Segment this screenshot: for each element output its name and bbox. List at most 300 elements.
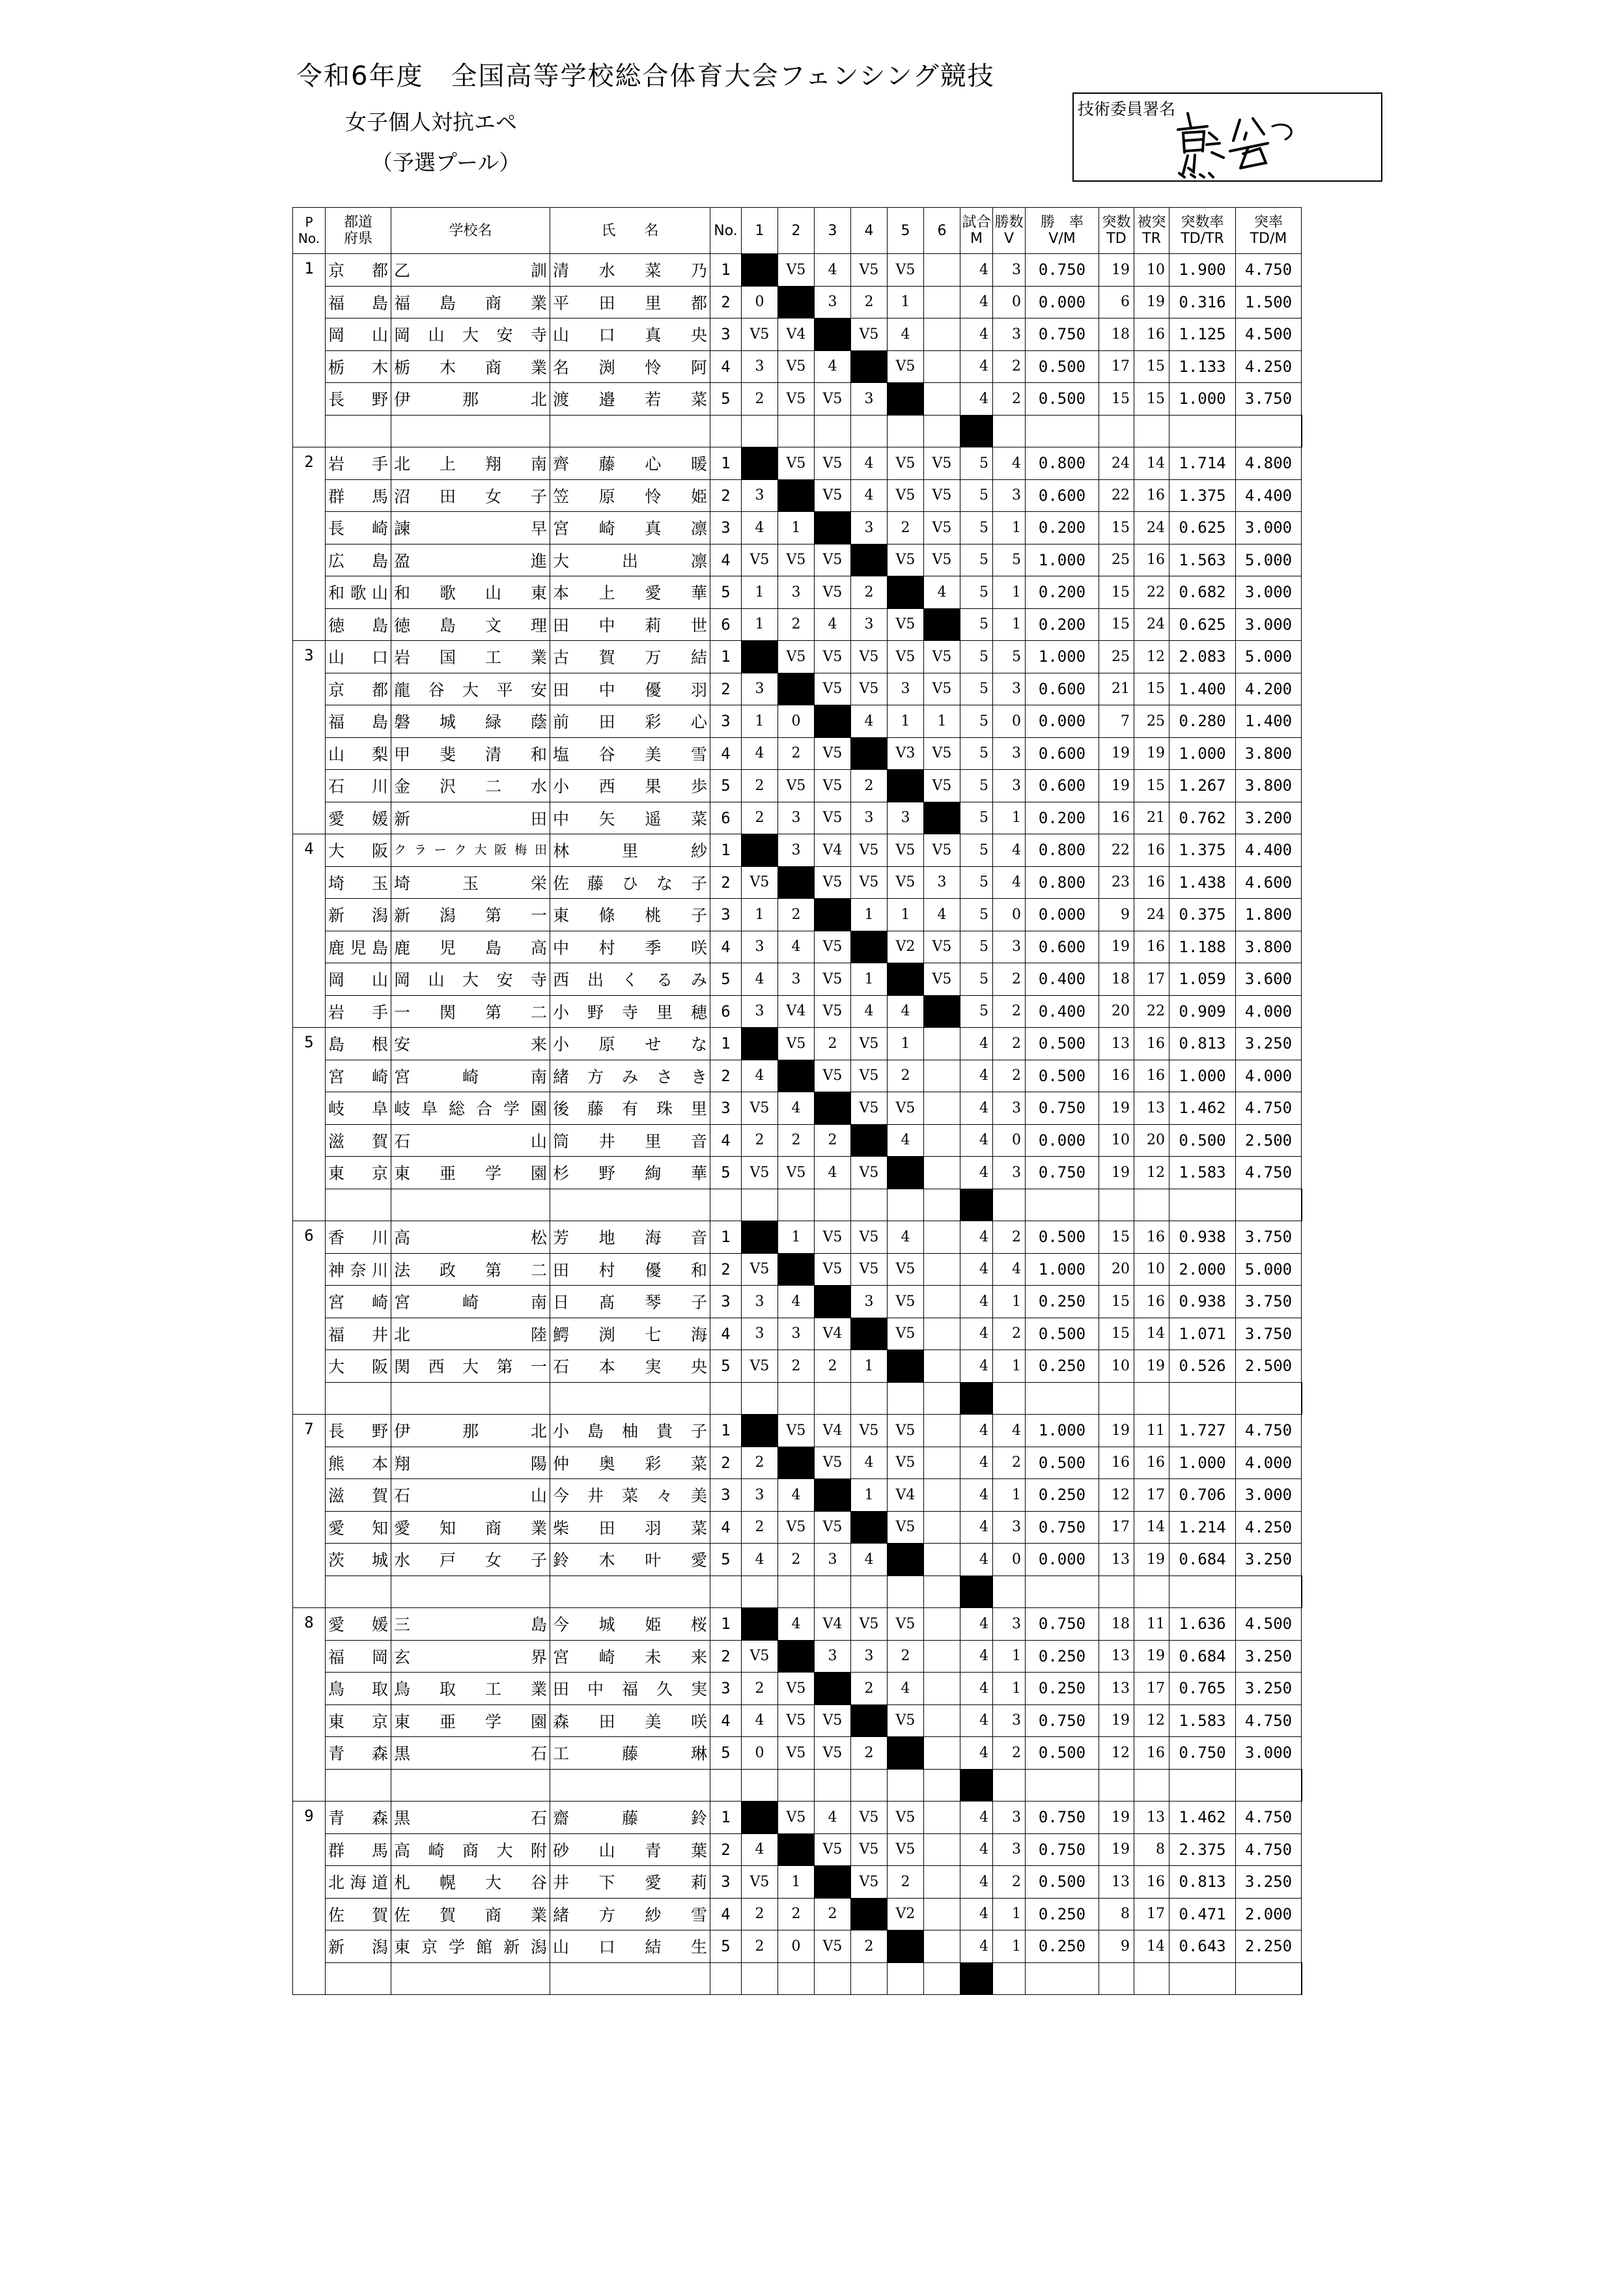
empty-cell [888, 415, 924, 447]
header-win-rate: 勝 率 V/M [1026, 208, 1099, 254]
td-m-cell: 3.250 [1236, 1640, 1302, 1673]
matches-cell: 5 [960, 963, 993, 996]
td-m-cell: 1.500 [1236, 286, 1302, 318]
empty-cell [851, 415, 888, 447]
bout-cell: 2 [778, 1898, 815, 1930]
win-rate-cell: 1.000 [1026, 1253, 1099, 1286]
bout-cell: 2 [742, 1511, 778, 1544]
victories-cell: 0 [993, 705, 1026, 738]
td-m-cell: 3.750 [1236, 1318, 1302, 1350]
bout-cell: V5 [888, 834, 924, 867]
td-m-cell: 4.750 [1236, 1833, 1302, 1866]
school-cell: 高 松 [391, 1221, 550, 1254]
bout-cell: V5 [815, 1221, 851, 1254]
bout-cell: 3 [778, 576, 815, 609]
td-m-cell: 5.000 [1236, 641, 1302, 673]
matches-cell: 5 [960, 770, 993, 802]
victories-cell: 3 [993, 254, 1026, 287]
td-m-cell: 4.750 [1236, 1092, 1302, 1125]
bout-cell: V5 [888, 1833, 924, 1866]
win-rate-cell: 0.750 [1026, 1833, 1099, 1866]
td-tr-cell: 1.133 [1169, 350, 1236, 383]
win-rate-cell: 0.250 [1026, 1479, 1099, 1512]
table-row [293, 1350, 1302, 1383]
prefecture-cell: 広 島 [326, 544, 391, 576]
victories-cell: 3 [993, 770, 1026, 802]
win-rate-cell: 0.600 [1026, 673, 1099, 705]
td-m-cell: 4.750 [1236, 254, 1302, 287]
fencer-name-cell: 林 里 紗 [550, 834, 710, 867]
matches-cell: 4 [960, 1092, 993, 1125]
prefecture-cell: 山 梨 [326, 737, 391, 770]
bout-cell: V5 [851, 1157, 888, 1189]
bout-cell-blocked [888, 1930, 924, 1963]
bout-cell: 3 [924, 866, 960, 899]
bout-cell: V5 [888, 1802, 924, 1834]
bout-cell: V5 [851, 1028, 888, 1060]
empty-cell [851, 1576, 888, 1608]
empty-cell [1134, 1769, 1169, 1802]
bout-cell: V5 [888, 1447, 924, 1479]
empty-cell [1099, 1382, 1134, 1415]
fencer-no-cell: 2 [710, 673, 742, 705]
prefecture-cell: 岡 山 [326, 318, 391, 351]
bout-cell: V5 [815, 963, 851, 996]
table-row [293, 1833, 1302, 1866]
fencer-no-cell: 4 [710, 350, 742, 383]
empty-cell [1169, 1769, 1236, 1802]
bout-cell: V5 [778, 1028, 815, 1060]
bout-cell: 2 [851, 1673, 888, 1705]
empty-cell [710, 1576, 742, 1608]
bout-cell [924, 1060, 960, 1092]
touches-done-cell: 18 [1099, 1608, 1134, 1641]
bout-cell: V5 [888, 1092, 924, 1125]
empty-cell [888, 1189, 924, 1221]
table-row [293, 383, 1302, 416]
empty-cell [778, 415, 815, 447]
matches-cell: 4 [960, 1898, 993, 1930]
bout-cell: V5 [778, 1737, 815, 1770]
bout-cell: 3 [851, 383, 888, 416]
bout-cell: 4 [742, 1544, 778, 1576]
table-row [293, 447, 1302, 480]
bout-cell: 0 [742, 286, 778, 318]
fencer-no-cell: 4 [710, 544, 742, 576]
matches-cell: 5 [960, 641, 993, 673]
fencer-name-cell: 佐藤ひな子 [550, 866, 710, 899]
victories-cell: 1 [993, 512, 1026, 544]
bout-cell [924, 1253, 960, 1286]
table-row [293, 1286, 1302, 1318]
table-row [293, 1060, 1302, 1092]
empty-cell [710, 1382, 742, 1415]
win-rate-cell: 0.500 [1026, 1866, 1099, 1899]
matches-cell: 4 [960, 1479, 993, 1512]
bout-cell-blocked [960, 1189, 993, 1221]
touches-received-cell: 12 [1134, 1704, 1169, 1737]
school-cell: 東亜学園 [391, 1704, 550, 1737]
table-row [293, 318, 1302, 351]
school-cell: 法政第二 [391, 1253, 550, 1286]
prefecture-cell: 神奈川 [326, 1253, 391, 1286]
matches-cell: 4 [960, 1544, 993, 1576]
bout-cell: V5 [851, 1221, 888, 1254]
fencer-no-cell: 3 [710, 899, 742, 931]
bout-cell: V5 [888, 866, 924, 899]
table-row [293, 1802, 1302, 1834]
bout-cell: 4 [815, 1802, 851, 1834]
bout-cell: V5 [815, 576, 851, 609]
touches-done-cell: 21 [1099, 673, 1134, 705]
bout-cell: V5 [778, 1157, 815, 1189]
table-row [293, 995, 1302, 1028]
bout-cell [924, 318, 960, 351]
touches-done-cell: 16 [1099, 1060, 1134, 1092]
bout-cell: V4 [815, 1318, 851, 1350]
bout-cell-blocked [778, 1833, 815, 1866]
empty-cell [993, 1189, 1026, 1221]
bout-cell-blocked [851, 350, 888, 383]
table-row [293, 479, 1302, 512]
touches-received-cell: 14 [1134, 1318, 1169, 1350]
td-m-cell: 4.400 [1236, 479, 1302, 512]
victories-cell: 2 [993, 995, 1026, 1028]
td-tr-cell: 0.762 [1169, 802, 1236, 834]
bout-cell: V5 [778, 1415, 815, 1447]
bout-cell: 1 [851, 1479, 888, 1512]
bout-cell-blocked [815, 1673, 851, 1705]
matches-cell: 4 [960, 1704, 993, 1737]
victories-cell: 1 [993, 1898, 1026, 1930]
empty-cell [851, 1769, 888, 1802]
td-tr-cell: 1.438 [1169, 866, 1236, 899]
win-rate-cell: 0.500 [1026, 1060, 1099, 1092]
school-cell: 埼 玉 栄 [391, 866, 550, 899]
bout-cell-blocked [742, 1028, 778, 1060]
td-m-cell: 3.200 [1236, 802, 1302, 834]
touches-done-cell: 17 [1099, 350, 1134, 383]
bout-cell: V5 [742, 1092, 778, 1125]
td-m-cell: 3.600 [1236, 963, 1302, 996]
td-m-cell: 3.250 [1236, 1544, 1302, 1576]
bout-cell: 2 [888, 512, 924, 544]
fencer-no-cell: 4 [710, 1704, 742, 1737]
matches-cell: 4 [960, 1833, 993, 1866]
bout-cell: 1 [742, 608, 778, 641]
victories-cell: 0 [993, 286, 1026, 318]
bout-cell [924, 1833, 960, 1866]
touches-done-cell: 15 [1099, 576, 1134, 609]
win-rate-cell: 0.500 [1026, 383, 1099, 416]
touches-received-cell: 16 [1134, 1866, 1169, 1899]
fencer-name-cell: 本上愛華 [550, 576, 710, 609]
bout-cell-blocked [960, 1769, 993, 1802]
header-victories: 勝数 V [993, 208, 1026, 254]
empty-cell [778, 1189, 815, 1221]
bout-cell: 3 [888, 673, 924, 705]
bout-cell [924, 1608, 960, 1641]
school-cell: 鹿児島高 [391, 931, 550, 963]
win-rate-cell: 0.800 [1026, 866, 1099, 899]
td-tr-cell: 1.071 [1169, 1318, 1236, 1350]
win-rate-cell: 1.000 [1026, 641, 1099, 673]
prefecture-cell: 島 根 [326, 1028, 391, 1060]
table-row [293, 899, 1302, 931]
td-tr-cell: 1.267 [1169, 770, 1236, 802]
victories-cell: 3 [993, 737, 1026, 770]
fencer-name-cell: 石本実央 [550, 1350, 710, 1383]
fencer-name-cell: 筒井里音 [550, 1124, 710, 1157]
touches-done-cell: 16 [1099, 1447, 1134, 1479]
fencer-name-cell: 齊藤心暖 [550, 447, 710, 480]
bout-cell-blocked [778, 479, 815, 512]
win-rate-cell: 0.750 [1026, 1608, 1099, 1641]
fencer-no-cell: 5 [710, 770, 742, 802]
prefecture-cell: 群 馬 [326, 1833, 391, 1866]
bout-cell: 2 [851, 770, 888, 802]
bout-cell: 4 [888, 318, 924, 351]
fencer-name-cell: 井下愛莉 [550, 1866, 710, 1899]
win-rate-cell: 0.000 [1026, 899, 1099, 931]
empty-cell [326, 1962, 391, 1995]
win-rate-cell: 0.200 [1026, 512, 1099, 544]
empty-cell [924, 415, 960, 447]
prefecture-cell: 山 口 [326, 641, 391, 673]
touches-done-cell: 10 [1099, 1350, 1134, 1383]
header-touches-done: 突数 TD [1099, 208, 1134, 254]
fencer-no-cell: 1 [710, 1221, 742, 1254]
td-m-cell: 3.000 [1236, 1479, 1302, 1512]
fencer-name-cell: 中矢遥菜 [550, 802, 710, 834]
table-row [293, 705, 1302, 738]
victories-cell: 5 [993, 544, 1026, 576]
win-rate-cell: 1.000 [1026, 544, 1099, 576]
td-tr-cell: 0.750 [1169, 1737, 1236, 1770]
fencer-name-cell: 工 藤 琳 [550, 1737, 710, 1770]
fencer-no-cell: 4 [710, 1318, 742, 1350]
bout-cell [924, 1092, 960, 1125]
td-m-cell: 5.000 [1236, 544, 1302, 576]
bout-cell: V5 [924, 834, 960, 867]
prefecture-cell: 岐 阜 [326, 1092, 391, 1125]
bout-cell-blocked [778, 1640, 815, 1673]
bout-cell: V5 [888, 641, 924, 673]
fencer-no-cell: 1 [710, 1028, 742, 1060]
empty-cell [1236, 1769, 1302, 1802]
td-m-cell: 2.500 [1236, 1124, 1302, 1157]
empty-cell [1026, 415, 1099, 447]
empty-cell [993, 1962, 1026, 1995]
td-m-cell: 3.000 [1236, 608, 1302, 641]
touches-done-cell: 15 [1099, 1286, 1134, 1318]
empty-cell [1134, 1382, 1169, 1415]
fencer-no-cell: 4 [710, 931, 742, 963]
table-row [293, 286, 1302, 318]
school-cell: 一関第二 [391, 995, 550, 1028]
page-title: 令和6年度 全国高等学校総合体育大会フェンシング競技 [296, 61, 995, 91]
school-cell: 東京学館新潟 [391, 1930, 550, 1963]
bout-cell: 4 [924, 899, 960, 931]
td-m-cell: 4.500 [1236, 318, 1302, 351]
bout-cell: 1 [778, 1221, 815, 1254]
matches-cell: 5 [960, 705, 993, 738]
touches-received-cell: 17 [1134, 1479, 1169, 1512]
td-tr-cell: 1.462 [1169, 1802, 1236, 1834]
empty-cell [993, 1382, 1026, 1415]
touches-done-cell: 19 [1099, 931, 1134, 963]
bout-cell: 2 [742, 802, 778, 834]
school-cell: 乙 訓 [391, 254, 550, 287]
header-bout-2: 2 [778, 208, 815, 254]
empty-cell [326, 1382, 391, 1415]
prefecture-cell: 京 都 [326, 254, 391, 287]
victories-cell: 2 [993, 1221, 1026, 1254]
bout-cell: V5 [815, 447, 851, 480]
bout-cell: V4 [888, 1479, 924, 1512]
touches-done-cell: 8 [1099, 1898, 1134, 1930]
bout-cell: V5 [815, 1930, 851, 1963]
bout-cell: V5 [888, 1253, 924, 1286]
touches-done-cell: 7 [1099, 705, 1134, 738]
prefecture-cell: 新 潟 [326, 1930, 391, 1963]
bout-cell: 1 [851, 899, 888, 931]
td-tr-cell: 0.938 [1169, 1286, 1236, 1318]
bout-cell: V5 [851, 1608, 888, 1641]
td-tr-cell: 0.471 [1169, 1898, 1236, 1930]
header-row [293, 208, 1302, 254]
table-row [293, 1253, 1302, 1286]
bout-cell-blocked [778, 673, 815, 705]
school-cell: 黒 石 [391, 1737, 550, 1770]
pool-number: 6 [293, 1221, 326, 1415]
bout-cell-blocked [888, 1544, 924, 1576]
victories-cell: 2 [993, 1866, 1026, 1899]
table-row [293, 770, 1302, 802]
td-m-cell: 3.750 [1236, 1286, 1302, 1318]
pool-number: 2 [293, 447, 326, 641]
empty-cell [924, 1962, 960, 1995]
table-row [293, 1608, 1302, 1641]
victories-cell: 4 [993, 834, 1026, 867]
touches-received-cell: 24 [1134, 608, 1169, 641]
school-cell: クラーク大阪梅田 [391, 834, 550, 867]
bout-cell-blocked [888, 383, 924, 416]
win-rate-cell: 0.750 [1026, 1802, 1099, 1834]
fencer-no-cell: 1 [710, 641, 742, 673]
fencer-name-cell: 前田彩心 [550, 705, 710, 738]
empty-cell [1099, 415, 1134, 447]
touches-received-cell: 16 [1134, 1221, 1169, 1254]
touches-received-cell: 19 [1134, 286, 1169, 318]
matches-cell: 4 [960, 1028, 993, 1060]
fencer-no-cell: 5 [710, 963, 742, 996]
td-m-cell: 3.250 [1236, 1028, 1302, 1060]
bout-cell-blocked [924, 802, 960, 834]
touches-done-cell: 18 [1099, 963, 1134, 996]
table-row [293, 1221, 1302, 1254]
touches-done-cell: 20 [1099, 1253, 1134, 1286]
table-row [293, 1930, 1302, 1963]
table-row [293, 1124, 1302, 1157]
prefecture-cell: 新 潟 [326, 899, 391, 931]
empty-cell [742, 415, 778, 447]
win-rate-cell: 0.800 [1026, 447, 1099, 480]
touches-done-cell: 15 [1099, 1318, 1134, 1350]
win-rate-cell: 0.600 [1026, 479, 1099, 512]
td-tr-cell: 1.000 [1169, 737, 1236, 770]
prefecture-cell: 鹿児島 [326, 931, 391, 963]
empty-cell [1169, 1382, 1236, 1415]
bout-cell: V5 [924, 479, 960, 512]
touches-received-cell: 16 [1134, 1060, 1169, 1092]
bout-cell: V5 [815, 931, 851, 963]
fencer-name-cell: 小原せな [550, 1028, 710, 1060]
table-row [293, 1673, 1302, 1705]
school-cell: 諫 早 [391, 512, 550, 544]
school-cell: 磐城緑蔭 [391, 705, 550, 738]
school-cell: 鳥取工業 [391, 1673, 550, 1705]
school-cell: 三 島 [391, 1608, 550, 1641]
bout-cell: 4 [924, 576, 960, 609]
bout-cell-blocked [815, 318, 851, 351]
bout-cell [924, 1479, 960, 1512]
win-rate-cell: 0.750 [1026, 1157, 1099, 1189]
fencer-no-cell: 3 [710, 705, 742, 738]
bout-cell: 1 [778, 512, 815, 544]
bout-cell: 4 [888, 995, 924, 1028]
victories-cell: 3 [993, 479, 1026, 512]
school-cell: 沼田女子 [391, 479, 550, 512]
touches-received-cell: 22 [1134, 995, 1169, 1028]
school-cell: 金沢二水 [391, 770, 550, 802]
td-tr-cell: 0.316 [1169, 286, 1236, 318]
empty-cell [391, 1576, 550, 1608]
victories-cell: 2 [993, 1028, 1026, 1060]
bout-cell: V4 [815, 1415, 851, 1447]
bout-cell: V5 [888, 1511, 924, 1544]
bout-cell: V5 [851, 1253, 888, 1286]
empty-cell [993, 415, 1026, 447]
bout-cell: 2 [742, 1124, 778, 1157]
empty-cell [851, 1189, 888, 1221]
td-m-cell: 4.800 [1236, 447, 1302, 480]
bout-cell-blocked [960, 1962, 993, 1995]
bout-cell-blocked [960, 415, 993, 447]
table-row [293, 673, 1302, 705]
bout-cell: 4 [742, 737, 778, 770]
pool-number: 5 [293, 1028, 326, 1221]
touches-received-cell: 12 [1134, 1157, 1169, 1189]
td-tr-cell: 0.909 [1169, 995, 1236, 1028]
bout-cell: V5 [888, 350, 924, 383]
bout-cell [924, 286, 960, 318]
td-tr-cell: 0.625 [1169, 608, 1236, 641]
bout-cell: V3 [888, 737, 924, 770]
bout-cell: 2 [778, 608, 815, 641]
empty-cell [1236, 1382, 1302, 1415]
victories-cell: 2 [993, 1737, 1026, 1770]
bout-cell: V5 [815, 1060, 851, 1092]
touches-done-cell: 12 [1099, 1479, 1134, 1512]
bout-cell-blocked [960, 1382, 993, 1415]
victories-cell: 4 [993, 1415, 1026, 1447]
matches-cell: 4 [960, 1737, 993, 1770]
matches-cell: 4 [960, 1608, 993, 1641]
bout-cell: V5 [851, 866, 888, 899]
touches-done-cell: 19 [1099, 1833, 1134, 1866]
bout-cell: 4 [888, 1221, 924, 1254]
